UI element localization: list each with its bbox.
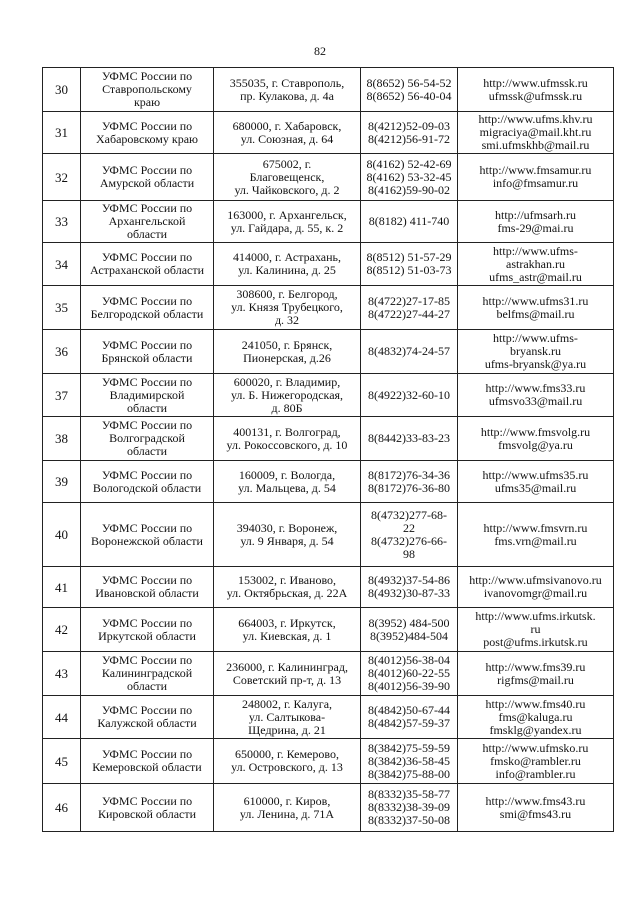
phones-cell <box>361 374 458 417</box>
web-contacts-line: belfms@mail.ru <box>496 306 575 321</box>
org-name-line: краю <box>133 95 161 109</box>
web-contacts-line: bryansk.ru <box>510 344 561 358</box>
address-line: ул. Чайковского, д. 2 <box>234 182 340 197</box>
address-line: д. 80Б <box>271 400 303 415</box>
web-contacts-line: ufms35@mail.ru <box>494 480 577 495</box>
address-cell <box>214 739 361 784</box>
phones-line: 8(8512) 51-03-73 <box>366 263 452 277</box>
address-line: 610000, г. Киров, <box>243 793 331 808</box>
org-name-line: УФМС России по <box>101 293 193 308</box>
phones-line: 8(8182) 411-740 <box>368 214 450 228</box>
address-line: 163000, г. Архангельск, <box>227 207 347 222</box>
web-contacts-cell <box>458 154 614 201</box>
org-name-line: области <box>126 227 168 241</box>
phones-cell <box>361 503 458 567</box>
web-contacts-line: ivanovomgr@mail.ru <box>483 586 588 600</box>
org-name-line: УФМС России по <box>101 793 193 808</box>
row-number: 33 <box>43 201 81 243</box>
org-name-line: Владимирской <box>109 387 185 402</box>
phones-cell <box>361 567 458 608</box>
web-contacts-cell <box>458 330 614 374</box>
org-name-line: Ставропольскому <box>102 82 192 96</box>
org-name-cell <box>81 68 214 112</box>
web-contacts-cell <box>458 567 614 608</box>
table-row <box>43 68 614 112</box>
web-contacts-cell <box>458 784 614 832</box>
org-name-line: Ивановской области <box>95 586 199 600</box>
org-name-line: Иркутской области <box>98 628 196 643</box>
table-row <box>43 461 614 503</box>
row-number: 31 <box>43 112 81 154</box>
web-contacts-cell <box>458 739 614 784</box>
row-number: 32 <box>43 154 81 201</box>
phones-cell <box>361 652 458 696</box>
address-line: ул. Союзная, д. 64 <box>240 131 334 146</box>
phones-line: 8(3952) 484-500 <box>368 615 450 630</box>
phones-cell <box>361 112 458 154</box>
phones-cell <box>361 417 458 461</box>
address-line: 355035, г. Ставрополь, <box>229 75 345 90</box>
phones-cell <box>361 154 458 201</box>
org-name-line: УФМС России по <box>101 653 193 667</box>
web-contacts-line: http://www.fmsamur.ru <box>479 163 592 177</box>
web-contacts-line: ru <box>530 622 541 636</box>
address-line: 160009, г. Вологда, <box>238 467 336 482</box>
web-contacts-line: http://www.ufms31.ru <box>482 293 589 308</box>
table-row <box>43 243 614 286</box>
address-line: ул. Князя Трубецкого, <box>231 300 343 314</box>
address-line: 308600, г. Белгород, <box>236 287 338 301</box>
row-number: 43 <box>43 652 81 696</box>
org-name-line: УФМС России по <box>101 615 193 630</box>
org-name-line: Вологодской области <box>92 480 202 495</box>
org-name-line: Воронежской области <box>91 533 203 548</box>
phones-line: 8(4162)59-90-02 <box>368 182 450 197</box>
phones-line: 8(8652) 56-40-04 <box>366 88 452 103</box>
table-row <box>43 286 614 330</box>
phones-cell <box>361 784 458 832</box>
phones-line: 8(3842)36-58-45 <box>368 753 450 768</box>
web-contacts-cell <box>458 503 614 567</box>
web-contacts-line: http://www.fmsvolg.ru <box>480 424 591 439</box>
org-name-line: УФМС России по <box>101 747 193 761</box>
org-name-cell <box>81 652 214 696</box>
web-contacts-line: ufmssk@ufmssk.ru <box>488 88 583 103</box>
phones-line: 8(8332)35-58-77 <box>368 787 450 801</box>
web-contacts-line: astrakhan.ru <box>506 256 565 271</box>
address-line: Пионерская, д.26 <box>243 350 331 365</box>
address-line: 394030, г. Воронеж, <box>236 520 338 535</box>
web-contacts-line: ufms-bryansk@ya.ru <box>484 357 587 371</box>
web-contacts-line: ufms_astr@mail.ru <box>489 269 582 284</box>
phones-line: 8(4722)27-44-27 <box>368 306 450 321</box>
row-number: 40 <box>43 503 81 567</box>
phones-cell <box>361 201 458 243</box>
web-contacts-line: http://www.fms43.ru <box>485 793 586 808</box>
phones-line: 8(4842)50-67-44 <box>368 703 450 717</box>
web-contacts-cell <box>458 201 614 243</box>
web-contacts-cell <box>458 461 614 503</box>
phones-line: 98 <box>403 546 415 561</box>
web-contacts-line: http://ufmsarh.ru <box>495 207 576 222</box>
org-name-line: Белгородской области <box>90 306 204 321</box>
org-name-line: УФМС России по <box>101 337 193 352</box>
web-contacts-line: http://www.ufms- <box>493 331 578 345</box>
web-contacts-line: http://www.ufms.irkutsk. <box>475 609 596 623</box>
phones-line: 8(8172)76-36-80 <box>368 480 450 495</box>
org-name-line: Амурской области <box>99 176 195 190</box>
org-name-line: Волгоградской <box>109 431 185 445</box>
address-cell <box>214 652 361 696</box>
phones-line: 8(4732)277-68- <box>371 507 447 522</box>
web-contacts-line: fms.vrn@mail.ru <box>494 533 577 548</box>
phones-line: 22 <box>403 520 415 535</box>
table-row <box>43 503 614 567</box>
address-line: ул. 9 Января, д. 54 <box>240 533 334 548</box>
org-name-cell <box>81 784 214 832</box>
phones-line: 8(3952)484-504 <box>370 628 448 643</box>
phones-cell <box>361 696 458 739</box>
web-contacts-cell <box>458 112 614 154</box>
row-number: 45 <box>43 739 81 784</box>
phones-line: 8(4932)37-54-86 <box>368 573 450 587</box>
org-name-line: Калининградской <box>101 666 193 680</box>
org-name-line: Калужской области <box>97 716 197 730</box>
org-name-line: области <box>126 400 168 415</box>
address-line: 248002, г. Калуга, <box>241 696 333 711</box>
address-cell <box>214 567 361 608</box>
address-line: ул. Октябрьская, д. 22А <box>226 586 348 600</box>
address-cell <box>214 784 361 832</box>
address-line: 400131, г. Волгоград, <box>233 424 341 439</box>
address-line: 414000, г. Астрахань, <box>232 250 342 264</box>
address-cell <box>214 201 361 243</box>
address-line: ул. Ленина, д. 71А <box>239 806 335 821</box>
table-row <box>43 374 614 417</box>
web-contacts-cell <box>458 286 614 330</box>
address-cell <box>214 330 361 374</box>
web-contacts-cell <box>458 608 614 652</box>
address-line: 600020, г. Владимир, <box>233 374 341 389</box>
org-name-line: области <box>126 679 168 693</box>
phones-line: 8(4922)32-60-10 <box>368 387 450 402</box>
address-line: Благовещенск, <box>249 169 325 184</box>
row-number: 34 <box>43 243 81 286</box>
phones-line: 8(4212)52-09-03 <box>368 118 450 133</box>
phones-cell <box>361 739 458 784</box>
web-contacts-line: http://www.ufms35.ru <box>482 467 589 482</box>
phones-line: 8(3842)75-59-59 <box>368 740 450 755</box>
phones-line: 8(4212)56-91-72 <box>368 131 450 146</box>
row-number: 44 <box>43 696 81 739</box>
address-line: 675002, г. <box>262 156 312 171</box>
phones-line: 8(4012)60-22-55 <box>368 666 450 680</box>
web-contacts-cell <box>458 243 614 286</box>
org-name-line: УФМС России по <box>101 250 193 264</box>
ufms-contacts-table <box>42 67 614 832</box>
row-number: 39 <box>43 461 81 503</box>
org-name-line: Брянской области <box>101 350 193 365</box>
org-name-cell <box>81 417 214 461</box>
table-row <box>43 784 614 832</box>
org-name-line: УФМС России по <box>101 201 193 215</box>
org-name-line: УФМС России по <box>101 163 193 177</box>
address-line: ул. Рокоссовского, д. 10 <box>226 437 348 452</box>
phones-line: 8(3842)75-88-00 <box>368 766 450 781</box>
address-cell <box>214 461 361 503</box>
address-line: 664003, г. Иркутск, <box>238 615 336 630</box>
org-name-line: УФМС России по <box>101 69 193 83</box>
address-line: ул. Салтыкова- <box>248 709 326 724</box>
org-name-line: УФМС России по <box>101 374 193 389</box>
web-contacts-line: fmsko@rambler.ru <box>490 753 581 768</box>
address-line: 650000, г. Кемерово, <box>235 747 339 761</box>
row-number: 41 <box>43 567 81 608</box>
phones-line: 8(8652) 56-54-52 <box>366 75 452 90</box>
address-cell <box>214 608 361 652</box>
address-line: 236000, г. Калининград, <box>226 659 348 674</box>
address-line: Советский пр-т, д. 13 <box>232 672 342 687</box>
row-number: 30 <box>43 68 81 112</box>
row-number: 42 <box>43 608 81 652</box>
address-cell <box>214 696 361 739</box>
web-contacts-cell <box>458 374 614 417</box>
table-row <box>43 112 614 154</box>
phones-line: 8(4842)57-59-37 <box>368 716 450 730</box>
web-contacts-line: ufmsvo33@mail.ru <box>488 394 583 408</box>
phones-line: 8(8172)76-34-36 <box>368 467 450 482</box>
web-contacts-line: fmsklg@yandex.ru <box>489 722 582 737</box>
phones-line: 8(4012)56-39-90 <box>368 679 450 693</box>
org-name-line: области <box>126 444 168 458</box>
table-row <box>43 154 614 201</box>
web-contacts-cell <box>458 652 614 696</box>
web-contacts-line: fms-29@mai.ru <box>497 220 574 235</box>
org-name-cell <box>81 154 214 201</box>
row-number: 46 <box>43 784 81 832</box>
phones-line: 8(8442)33-83-23 <box>368 431 450 445</box>
web-contacts-line: http://www.ufms- <box>493 243 578 258</box>
org-name-line: Астраханской области <box>89 263 205 277</box>
phones-cell <box>361 286 458 330</box>
web-contacts-line: http://www.fms33.ru <box>485 381 586 395</box>
web-contacts-line: rigfms@mail.ru <box>497 672 574 687</box>
org-name-line: УФМС России по <box>101 573 193 587</box>
address-line: пр. Кулакова, д. 4а <box>240 88 334 103</box>
org-name-line: Кировской области <box>97 806 197 821</box>
page-number: 82 <box>314 44 326 58</box>
org-name-cell <box>81 374 214 417</box>
address-line: Щедрина, д. 21 <box>248 722 326 737</box>
address-cell <box>214 503 361 567</box>
web-contacts-cell <box>458 696 614 739</box>
org-name-line: Хабаровскому краю <box>95 131 199 146</box>
org-name-cell <box>81 286 214 330</box>
web-contacts-line: http://www.fms40.ru <box>485 696 586 711</box>
table-row <box>43 567 614 608</box>
address-line: ул. Калинина, д. 25 <box>238 263 336 277</box>
row-number: 38 <box>43 417 81 461</box>
phones-cell <box>361 243 458 286</box>
table-row <box>43 330 614 374</box>
org-name-line: УФМС России по <box>101 118 193 133</box>
address-line: ул. Гайдара, д. 55, к. 2 <box>230 220 344 235</box>
address-line: д. 32 <box>274 313 300 327</box>
web-contacts-line: fms@kaluga.ru <box>498 709 573 724</box>
org-name-cell <box>81 739 214 784</box>
org-name-cell <box>81 243 214 286</box>
web-contacts-line: migraciya@mail.kht.ru <box>479 125 592 139</box>
web-contacts-line: fmsvolg@ya.ru <box>498 437 573 452</box>
web-contacts-line: smi.ufmskhb@mail.ru <box>481 138 590 152</box>
address-cell <box>214 154 361 201</box>
org-name-cell <box>81 696 214 739</box>
address-cell <box>214 374 361 417</box>
web-contacts-line: post@ufms.irkutsk.ru <box>483 635 588 649</box>
table-row <box>43 652 614 696</box>
org-name-line: Архангельской <box>108 214 186 228</box>
phones-line: 8(4162) 53-32-45 <box>366 169 452 184</box>
org-name-line: Кемеровской области <box>92 760 202 774</box>
web-contacts-cell <box>458 68 614 112</box>
web-contacts-line: http://www.fmsvrn.ru <box>483 520 588 535</box>
address-line: ул. Б. Нижегородская, <box>230 387 344 402</box>
row-number: 35 <box>43 286 81 330</box>
phones-cell <box>361 68 458 112</box>
phones-line: 8(4732)276-66- <box>371 533 447 548</box>
phones-line: 8(4932)30-87-33 <box>368 586 450 600</box>
table-row <box>43 696 614 739</box>
org-name-line: УФМС России по <box>101 467 193 482</box>
address-cell <box>214 68 361 112</box>
org-name-cell <box>81 567 214 608</box>
phones-line: 8(4162) 52-42-69 <box>366 156 452 171</box>
address-line: 241050, г. Брянск, <box>241 337 333 352</box>
address-line: ул. Киевская, д. 1 <box>242 628 332 643</box>
phones-line: 8(8512) 51-57-29 <box>366 250 452 264</box>
web-contacts-line: http://www.ufmsivanovo.ru <box>469 573 602 587</box>
org-name-cell <box>81 112 214 154</box>
phones-line: 8(8332)38-39-09 <box>368 800 450 814</box>
phones-cell <box>361 330 458 374</box>
phones-line: 8(8332)37-50-08 <box>368 813 450 827</box>
web-contacts-cell <box>458 417 614 461</box>
address-cell <box>214 112 361 154</box>
address-line: 153002, г. Иваново, <box>237 573 337 587</box>
web-contacts-line: http://www.ufms.khv.ru <box>478 112 593 126</box>
web-contacts-line: http://www.fms39.ru <box>485 659 586 674</box>
address-cell <box>214 417 361 461</box>
org-name-line: УФМС России по <box>101 520 193 535</box>
web-contacts-line: http://www.ufmssk.ru <box>483 75 588 90</box>
table-row <box>43 608 614 652</box>
org-name-cell <box>81 608 214 652</box>
table-row <box>43 739 614 784</box>
web-contacts-line: info@rambler.ru <box>495 766 576 781</box>
address-line: ул. Островского, д. 13 <box>231 760 343 774</box>
org-name-cell <box>81 201 214 243</box>
row-number: 36 <box>43 330 81 374</box>
phones-line: 8(4832)74-24-57 <box>368 344 450 358</box>
org-name-cell <box>81 461 214 503</box>
table-row <box>43 201 614 243</box>
org-name-cell <box>81 330 214 374</box>
address-cell <box>214 243 361 286</box>
web-contacts-line: smi@fms43.ru <box>499 806 572 821</box>
phones-cell <box>361 608 458 652</box>
address-line: 680000, г. Хабаровск, <box>232 118 342 133</box>
org-name-line: УФМС России по <box>101 418 193 432</box>
phones-line: 8(4722)27-17-85 <box>368 293 450 308</box>
table-row <box>43 417 614 461</box>
org-name-line: УФМС России по <box>101 703 193 717</box>
web-contacts-line: http://www.ufmsko.ru <box>482 740 589 755</box>
web-contacts-line: info@fmsamur.ru <box>492 176 579 190</box>
org-name-cell <box>81 503 214 567</box>
phones-cell <box>361 461 458 503</box>
row-number: 37 <box>43 374 81 417</box>
address-cell <box>214 286 361 330</box>
address-line: ул. Мальцева, д. 54 <box>238 480 336 495</box>
phones-line: 8(4012)56-38-04 <box>368 653 450 667</box>
